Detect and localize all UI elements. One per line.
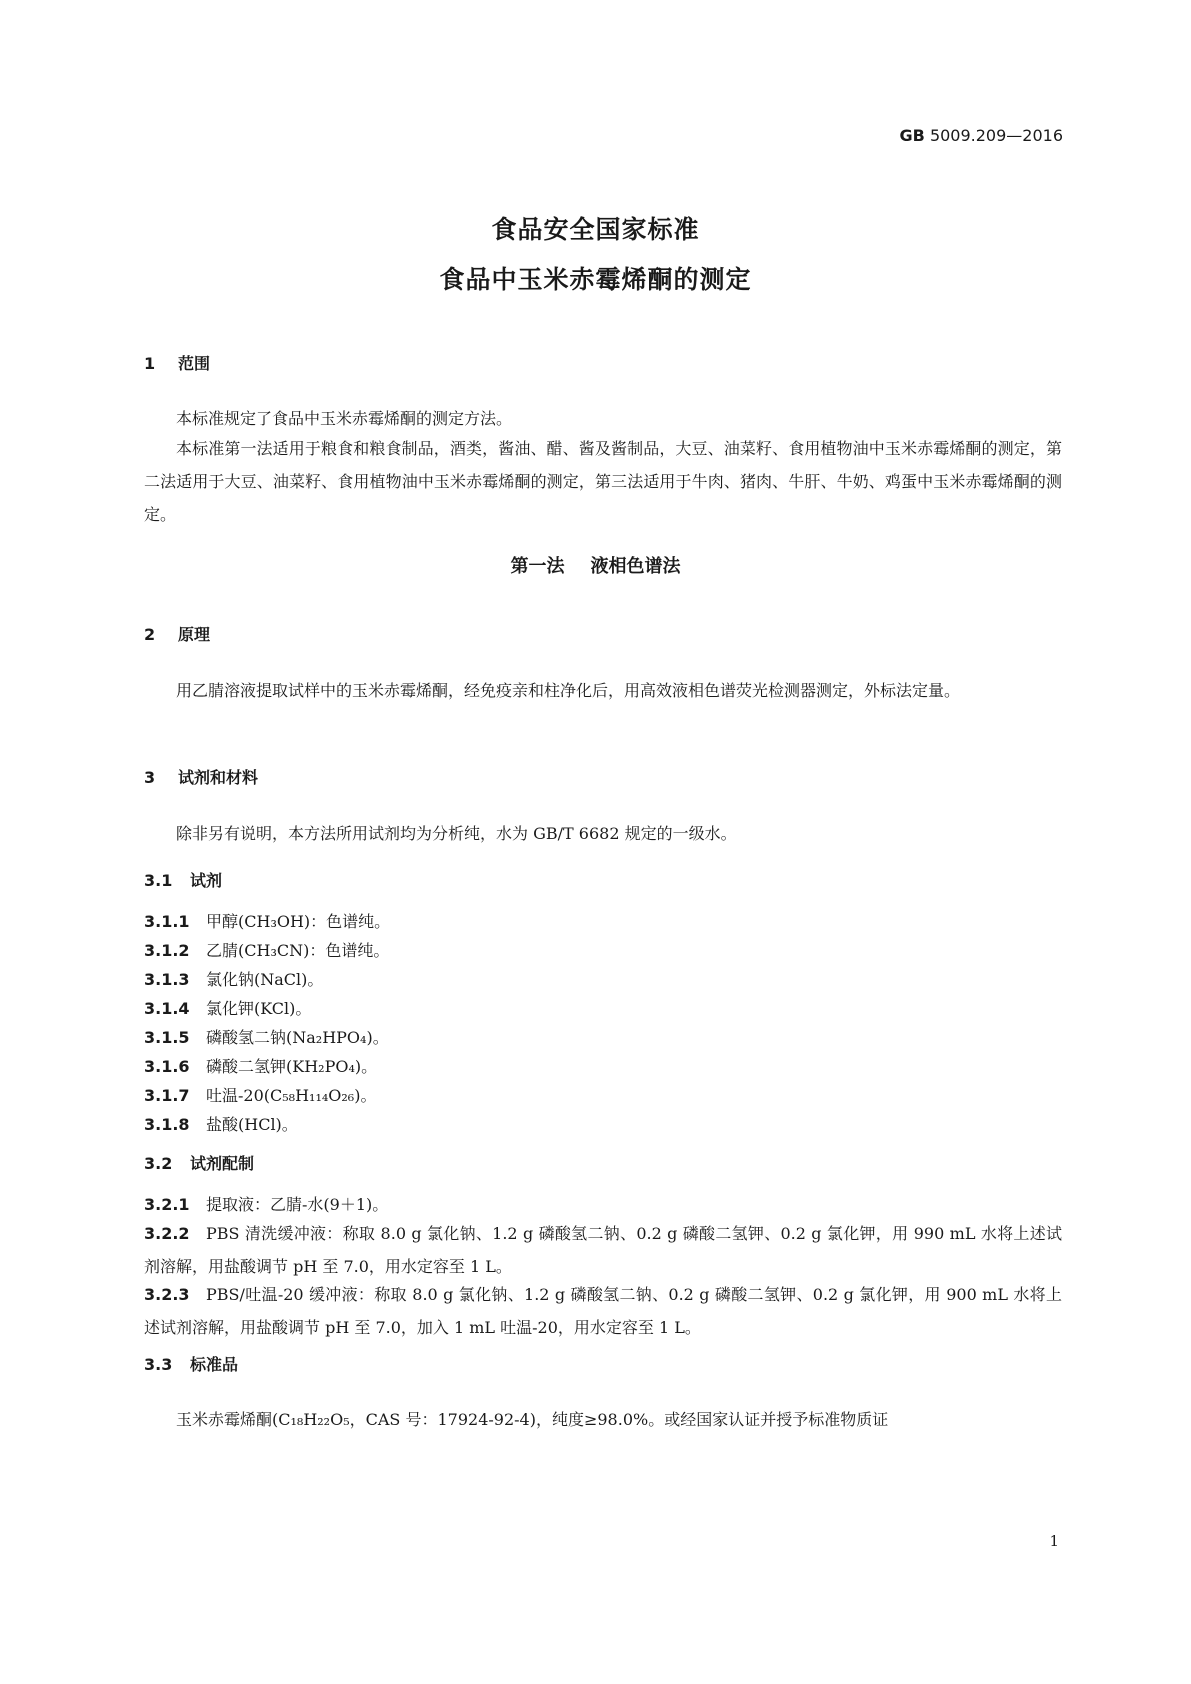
subsection-title: 试剂配制 [190,1154,255,1173]
item-text: 吐温-20(C₅₈H₁₁₄O₂₆)。 [206,1086,377,1105]
section-heading-3 [144,765,258,788]
item-number: 3.1.7 [144,1086,190,1105]
standard-code: 5009.209—2016 [929,126,1063,145]
item-text: 提取液：乙腈-水(9＋1)。 [206,1195,389,1214]
subsection-heading-3-3 [144,1352,238,1375]
standard-prefix: GB [899,126,925,145]
page-number: 1 [1049,1532,1059,1550]
subsection-number: 3.3 [144,1355,173,1374]
subsection-title: 试剂 [190,871,223,890]
standard-material-paragraph: 玉米赤霉烯酮(C₁₈H₂₂O₅，CAS 号：17924-92-4)，纯度≥98.0%。或经国家认证并授予标准物质证 [176,1410,889,1429]
item-text: 甲醇(CH₃OH)：色谱纯。 [206,912,391,931]
item-number: 3.2.2 [144,1224,190,1243]
item-number: 3.1.4 [144,999,190,1018]
section-title: 试剂和材料 [178,768,259,787]
section-heading-2 [144,622,210,645]
section-title: 范围 [178,354,211,373]
subsection-heading-3-2 [144,1151,254,1174]
section-number: 1 [144,354,156,373]
section-title: 原理 [178,625,211,644]
item-number: 3.1.3 [144,970,190,989]
principle-paragraph: 用乙腈溶液提取试样中的玉米赤霉烯酮，经免疫亲和柱净化后，用高效液相色谱荧光检测器测定，外标法定量。 [176,681,961,700]
subsection-number: 3.2 [144,1154,173,1173]
reagents-intro-paragraph: 除非另有说明，本方法所用试剂均为分析纯，水为 GB/T 6682 规定的一级水。 [176,824,737,843]
section-heading-1 [144,351,210,374]
section-number: 3 [144,768,156,787]
item-number: 3.2.1 [144,1195,190,1214]
item-text: 乙腈(CH₃CN)：色谱纯。 [206,941,390,960]
item-text: 氯化钠(NaCl)。 [206,970,324,989]
method-title: 液相色谱法 [590,556,681,577]
item-number: 3.1.6 [144,1057,190,1076]
solution-item [144,1278,1062,1344]
item-text: 盐酸(HCl)。 [206,1115,298,1134]
item-text: PBS/吐温-20 缓冲液：称取 8.0 g 氯化钠、1.2 g 磷酸氢二钠、0.2 g 磷酸二氢钾、0.2 g 氯化钾，用 900 mL 水将上述试剂溶解，用盐酸调节 pH 至 7.0，加入 1 mL 吐温-20，用水定容至 1 L。 [144,1285,1062,1337]
item-number: 3.1.5 [144,1028,190,1047]
reagent-item [144,1108,1062,1141]
item-number: 3.1.1 [144,912,190,931]
item-number: 3.1.8 [144,1115,190,1134]
item-text: 磷酸二氢钾(KH₂PO₄)。 [206,1057,378,1076]
solution-item [144,1217,1062,1283]
scope-paragraph-1: 本标准规定了食品中玉米赤霉烯酮的测定方法。 [176,409,513,428]
item-number: 3.1.2 [144,941,190,960]
document-title: 食品安全国家标准 [491,215,700,244]
item-text: 氯化钾(KCl)。 [206,999,312,1018]
subsection-title: 标准品 [190,1355,239,1374]
section-number: 2 [144,625,156,644]
subsection-number: 3.1 [144,871,173,890]
item-number: 3.2.3 [144,1285,190,1304]
item-text: 磷酸氢二钠(Na₂HPO₄)。 [206,1028,389,1047]
subsection-heading-3-1 [144,868,222,891]
item-text: PBS 清洗缓冲液：称取 8.0 g 氯化钠、1.2 g 磷酸氢二钠、0.2 g 磷酸二氢钾、0.2 g 氯化钾，用 990 mL 水将上述试剂溶解，用盐酸调节 pH 至 7.0，用水定容至 1 L。 [144,1224,1062,1276]
method-name: 第一法 [510,556,565,577]
standard-number [900,126,1063,145]
document-subtitle: 食品中玉米赤霉烯酮的测定 [439,265,752,294]
method-heading [0,552,1191,578]
scope-paragraph-2: 本标准第一法适用于粮食和粮食制品，酒类，酱油、醋、酱及酱制品，大豆、油菜籽、食用植物油中玉米赤霉烯酮的测定，第二法适用于大豆、油菜籽、食用植物油中玉米赤霉烯酮的测定，第三法适用于牛肉、猪肉、牛肝、牛奶、鸡蛋中玉米赤霉烯酮的测定。 [144,439,1062,524]
